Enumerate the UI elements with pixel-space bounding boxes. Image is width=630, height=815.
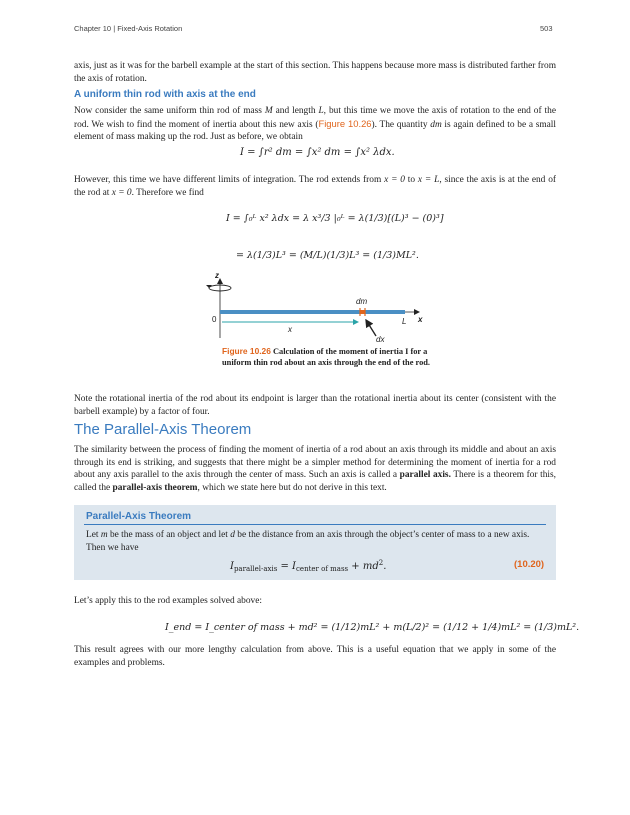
- dm-label: dm: [356, 297, 368, 306]
- figure-caption-label: Figure 10.26: [222, 346, 271, 356]
- parallel-axis-paragraph: [74, 444, 556, 494]
- var-dm: dm: [430, 119, 442, 130]
- text-run: be the distance from an axis through the object’s center of mass to a new axis. Then we have: [86, 530, 530, 553]
- text-run: ). The quantity: [371, 119, 431, 130]
- eq-end: + md: [348, 561, 379, 572]
- text-run: and length: [272, 106, 319, 116]
- subsection-heading-rod-end: A uniform thin rod with axis at the end: [74, 89, 256, 100]
- dx-label: dx: [376, 335, 385, 344]
- eq-I: I: [230, 561, 234, 572]
- equation-inertia-integral: I = ∫r² dm = ∫x² dm = ∫x² λdx.: [240, 147, 395, 158]
- figure-10-26-link[interactable]: Figure 10.26: [318, 117, 372, 129]
- var-L: L: [318, 106, 324, 116]
- intro-line-1: axis, just as it was for the barbell example at the start of this section. This happens because more mass is distributed farther: [74, 61, 536, 71]
- theorem-box: [74, 505, 556, 580]
- theorem-box-title: Parallel-Axis Theorem: [86, 511, 192, 522]
- text-run: to: [404, 175, 418, 185]
- text-run: . Therefore we find: [131, 187, 204, 198]
- var-m: m: [100, 530, 108, 540]
- mass-element-dm: [360, 310, 365, 314]
- equation-integral-line-2: = λ(1/3)L³ = (M/L)(1/3)L³ = (1/3)ML².: [236, 250, 419, 261]
- page-number: 503: [540, 24, 553, 33]
- origin-label: 0: [212, 315, 217, 324]
- equation-integral-line-1: I = ∫₀ᴸ x² λdx = λ x³/3 |₀ᴸ = λ(1/3)[(L)³ − (0)³]: [226, 213, 444, 224]
- eq-mid: = I: [277, 561, 296, 572]
- running-header-chapter: Chapter 10 | Fixed-Axis Rotation: [74, 24, 183, 33]
- rod-shape: [220, 310, 405, 314]
- parallel-axis-equation: [230, 559, 386, 573]
- theorem-box-text: [86, 529, 546, 554]
- section-heading-parallel-axis: The Parallel-Axis Theorem: [74, 421, 252, 438]
- math-x-equals-0: x = 0: [384, 175, 405, 185]
- term-parallel-axis: parallel axis.: [399, 470, 451, 481]
- var-d: d: [230, 530, 235, 540]
- application-lead: Let’s apply this to the rod examples solved above:: [74, 596, 262, 606]
- text-run: Now consider the same uniform thin rod of mass: [74, 106, 265, 116]
- text-run: However, this time we have different limits of integration. The rod extends from: [74, 175, 385, 185]
- dx-pointer-arrow: [366, 320, 376, 336]
- length-L-label: L: [402, 317, 407, 326]
- x-axis-label: x: [418, 315, 423, 324]
- eq-dot: .: [383, 561, 387, 572]
- equation-number: (10.20): [514, 559, 545, 570]
- eq-subscript-cm: center of mass: [296, 565, 349, 573]
- figure-caption-text: Calculation of the moment of inertia I for a uniform thin rod about an axis through the end of the rod.: [222, 347, 431, 367]
- text-run: The similarity between the process of finding the moment of inertia of a rod about an axis through its middle and about an axis through its end is striking, and suggests that there might be a simpler method for determining the moment of inertia for a rod about any axis parallel to the axis through the center of mass. Such an axis is called a: [74, 445, 556, 481]
- text-run: Let: [86, 530, 101, 540]
- eq-superscript: 2: [378, 559, 384, 567]
- theorem-box-divider: [84, 524, 546, 525]
- intro-paragraph: [74, 60, 556, 85]
- z-axis-label: z: [215, 271, 219, 280]
- rod-diagram: [198, 268, 438, 344]
- term-parallel-axis-theorem: parallel-axis theorem: [112, 482, 198, 493]
- text-run: is again defined to be a small element of mass making up the rod. Just as before, we obtain: [74, 119, 557, 143]
- eq-subscript-parallel: parallel-axis: [233, 565, 278, 573]
- closing-paragraph: This result agrees with our more lengthy calculation from above. This is a useful equation that we apply in some of the examples and problems.: [74, 645, 556, 668]
- var-M: M: [264, 106, 273, 116]
- text-run: be the mass of an object and let: [107, 530, 231, 540]
- text-run: , but this time we move the axis of rotation to the end of the rod. We wish to find the moment of inertia about this new axis (: [74, 106, 556, 130]
- intro-line-2: from the axis of rotation.: [74, 61, 556, 84]
- figure-caption: [222, 346, 432, 368]
- application-equation: I_end = I_center of mass + md² = (1/12)mL² + m(L/2)² = (1/12 + 1/4)mL² = (1/3)mL².: [165, 622, 580, 633]
- rod-paragraph-1: [74, 105, 556, 144]
- math-x-equals-L: x = L: [417, 175, 440, 185]
- math-x-equals-0-second: x = 0: [111, 187, 132, 198]
- text-run: There is a theorem for this, called the: [74, 470, 556, 493]
- text-run: , which we state here but do not derive in this text.: [197, 482, 387, 493]
- text-run: , since the axis is at the end of the rod at: [74, 175, 557, 198]
- note-paragraph: Note the rotational inertia of the rod about its endpoint is larger than the rotational inertia about its center (consistent with the barbell example) by a factor of four.: [74, 394, 556, 417]
- rod-paragraph-2: [74, 174, 556, 199]
- x-distance-label: x: [288, 325, 292, 334]
